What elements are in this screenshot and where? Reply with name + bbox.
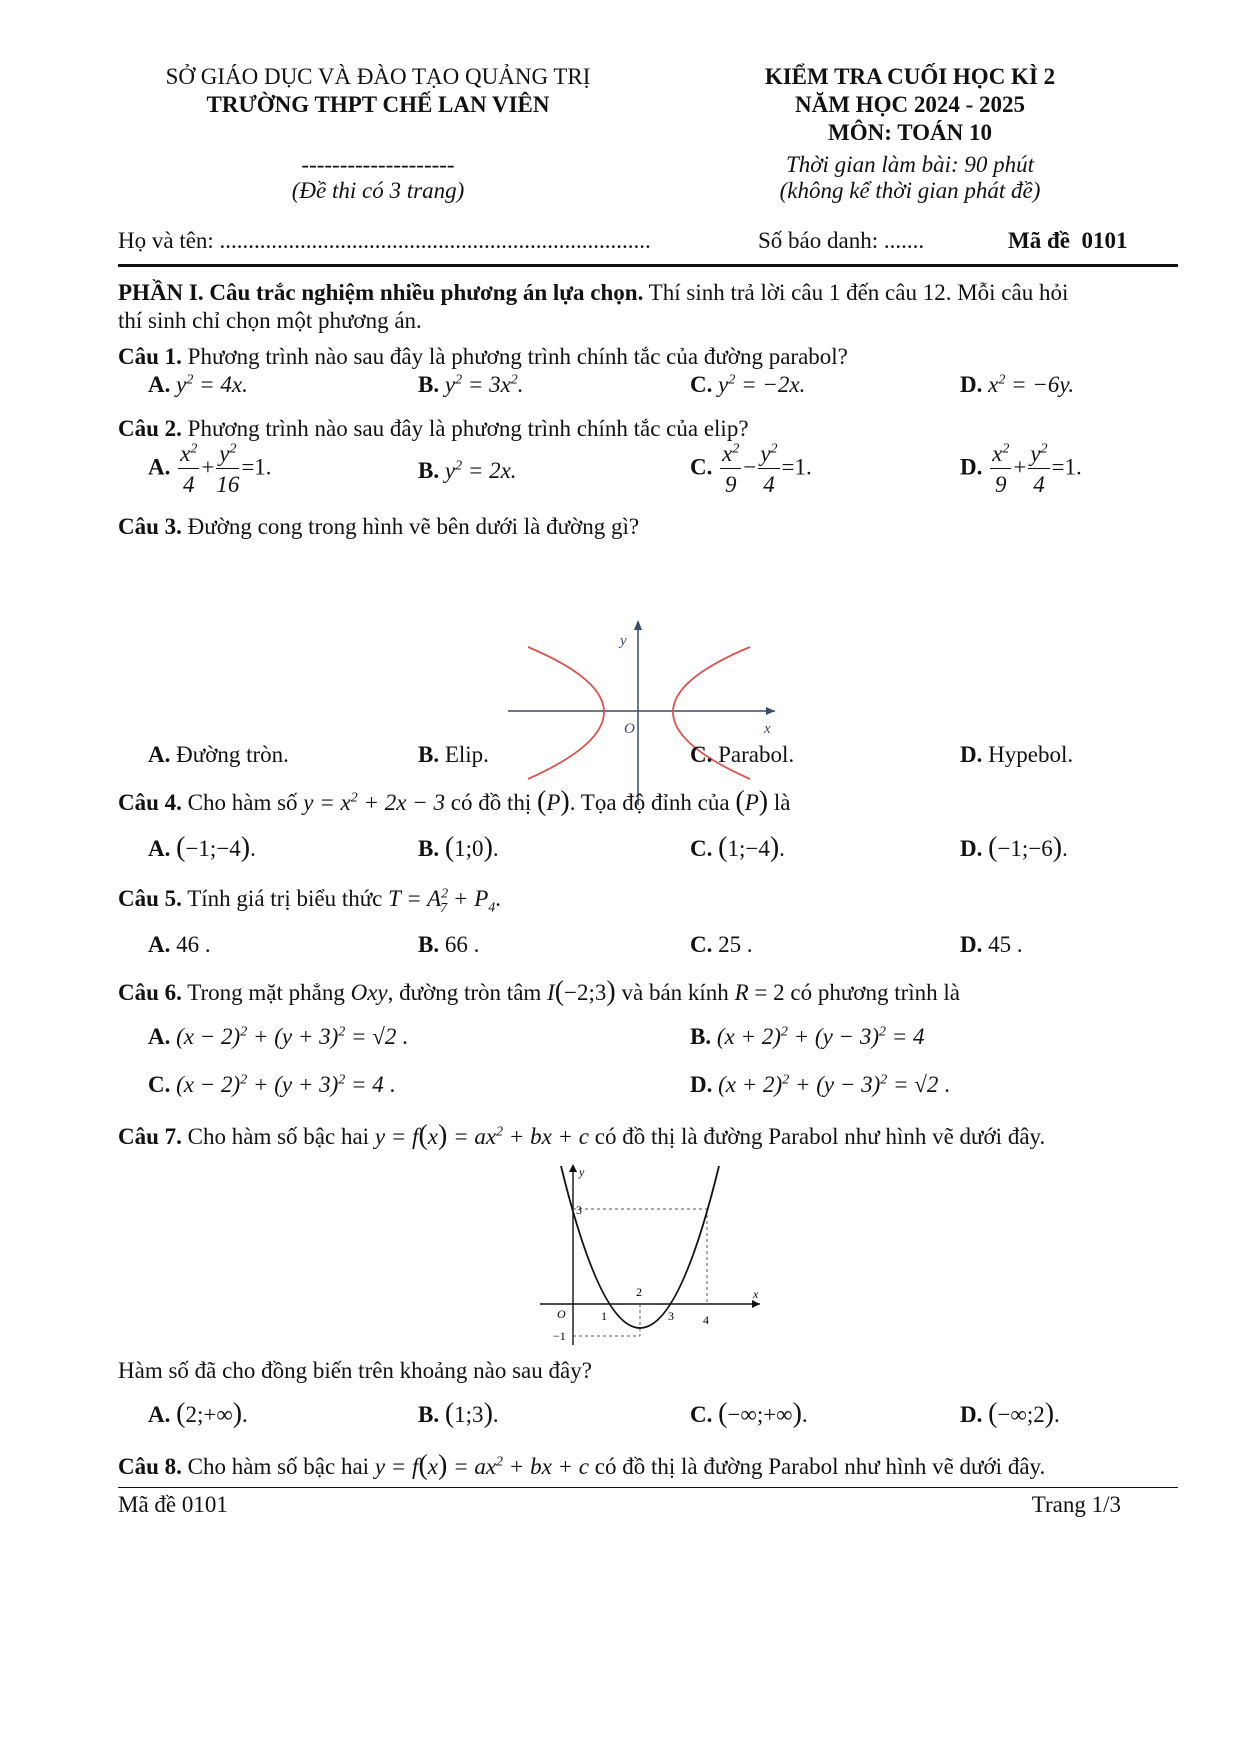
school-name: TRƯỜNG THPT CHẾ LAN VIÊN xyxy=(206,92,550,117)
q4-option-d[interactable]: D. (−1;−6). xyxy=(960,832,1068,863)
q7-followup: Hàm số đã cho đồng biến trên khoảng nào sau đây? xyxy=(118,1358,592,1383)
q4-option-b[interactable]: B. (1;0). xyxy=(418,832,499,863)
part1-title: PHẦN I. Câu trắc nghiệm nhiều phương án lựa chọn. xyxy=(118,280,644,305)
graph-origin-label: O xyxy=(557,1307,566,1321)
footer-page-number: Trang 1/3 xyxy=(1031,1492,1121,1517)
q6-stem: Câu 6. Trong mặt phẳng Oxy, đường tròn tâm I(−2;3) và bán kính R = 2 có phương trình là xyxy=(118,976,960,1007)
q1-option-d[interactable]: D. $x^2 = -6y$. xyxy=(960,372,1075,397)
footer-exam-code: Mã đề 0101 xyxy=(118,1492,228,1517)
q6-option-b[interactable]: B. $(x + 2)^2 + (y - 3)^2 = 4$ xyxy=(690,1024,925,1049)
q3-option-c[interactable]: C. Parabol. xyxy=(690,742,795,767)
graph-origin-label: O xyxy=(624,721,635,737)
graph-y-label: y xyxy=(579,1165,585,1179)
q2-option-a[interactable]: A. $\frac{x^2}{4}$ + $\frac{y^2}{16}$ =1. xyxy=(148,441,272,497)
part1-heading xyxy=(118,280,1068,306)
q1-stem xyxy=(118,344,848,370)
q3-stem xyxy=(118,514,639,540)
q6-option-c[interactable]: C. $(x - 2)^2 + (y + 3)^2 = 4$ . xyxy=(148,1072,396,1097)
q1-option-c[interactable]: C. $y^2 = -2x$. xyxy=(690,372,806,397)
hyperbola-graph xyxy=(500,615,780,815)
q6-option-d[interactable]: D. $(x + 2)^2 + (y - 3)^2 = √2$ . xyxy=(690,1072,950,1097)
hyperbola-left-branch xyxy=(528,647,604,779)
x-axis-arrow xyxy=(752,1300,760,1308)
q7-option-d[interactable]: D. (−∞;2). xyxy=(960,1398,1060,1429)
subject: MÔN: TOÁN 10 xyxy=(828,120,992,145)
q5-option-b[interactable]: B. 66 . xyxy=(418,932,480,957)
tick-y-m1: −1 xyxy=(553,1329,566,1343)
y-axis-arrow xyxy=(569,1164,577,1172)
q1-option-a[interactable]: A. $y^2 = 4x$. xyxy=(148,372,248,397)
q2-option-d[interactable]: D. $\frac{x^2}{9}$ + $\frac{y^2}{4}$ =1. xyxy=(960,441,1082,497)
time-limit: Thời gian làm bài: 90 phút xyxy=(785,152,1035,177)
exam-title: KIỂM TRA CUỐI HỌC KÌ 2 xyxy=(764,64,1056,89)
y-axis-arrow xyxy=(634,620,642,630)
dept-name: SỞ GIÁO DỤC VÀ ĐÀO TẠO QUẢNG TRỊ xyxy=(165,64,591,89)
footer-divider xyxy=(118,1487,1178,1488)
pages-note: (Đề thi có 3 trang) xyxy=(291,178,465,203)
q7-option-c[interactable]: C. (−∞;+∞). xyxy=(690,1398,808,1429)
part1-desc2: thí sinh chỉ chọn một phương án. xyxy=(118,308,422,333)
part1-desc: Thí sinh trả lời câu 1 đến câu 12. Mỗi câu hỏi xyxy=(643,280,1069,305)
q4-option-c[interactable]: C. (1;−4). xyxy=(690,832,785,863)
q5-option-a[interactable]: A. 46 . xyxy=(148,932,211,957)
id-field[interactable]: Số báo danh: ....... xyxy=(758,228,925,253)
q8-stem: Câu 8. Cho hàm số bậc hai $y = f(x) = ax^2$ + bx + c có đồ thị là đường Parabol như hình vẽ dưới đây. xyxy=(118,1450,1046,1481)
exam-code xyxy=(1008,228,1127,254)
graph-y-label: y xyxy=(620,633,627,649)
graph-x-label: x xyxy=(753,1287,759,1301)
q3-label: Câu 3. xyxy=(118,514,182,539)
q7-stem: Câu 7. Cho hàm số bậc hai $y = f(x) = ax^2$ + bx + c có đồ thị là đường Parabol như hình vẽ dưới đây. xyxy=(118,1120,1046,1151)
q4-stem: Câu 4. Cho hàm số $y = x^2 + 2x - 3$ có đồ thị (P). Tọa độ đỉnh của (P) là xyxy=(118,786,791,817)
q1-label: Câu 1. xyxy=(118,344,182,369)
school-year: NĂM HỌC 2024 - 2025 xyxy=(795,92,1025,117)
q2-option-c[interactable]: C. $\frac{x^2}{9}$ − $\frac{y^2}{4}$ =1. xyxy=(690,441,812,497)
q7-option-a[interactable]: A. (2;+∞). xyxy=(148,1398,248,1429)
q3-option-b[interactable]: B. Elip. xyxy=(418,742,489,767)
tick-x-3: 3 xyxy=(668,1309,674,1323)
q5-option-d[interactable]: D. 45 . xyxy=(960,932,1023,957)
exam-code-value: 0101 xyxy=(1081,228,1128,253)
q3-option-a[interactable]: A. Đường tròn. xyxy=(148,742,289,767)
q5-option-c[interactable]: C. 25 . xyxy=(690,932,753,957)
q2-option-b[interactable]: B. $y^2 = 2x$. xyxy=(418,458,517,483)
q3-text: Đường cong trong hình vẽ bên dưới là đường gì? xyxy=(181,514,640,539)
q7-option-b[interactable]: B. (1;3). xyxy=(418,1398,499,1429)
tick-x-4: 4 xyxy=(703,1313,709,1327)
q3-option-d[interactable]: D. Hypebol. xyxy=(960,742,1074,767)
graph-x-label: x xyxy=(764,721,771,737)
q2-label: Câu 2. xyxy=(118,416,182,441)
x-axis-arrow xyxy=(766,707,775,715)
tick-x-2: 2 xyxy=(636,1285,642,1299)
exam-code-label: Mã đề xyxy=(1008,228,1070,253)
q1-option-b[interactable]: B. $y^2 = 3x^2$. xyxy=(418,372,524,397)
q5-stem: Câu 5. Tính giá trị biểu thức $T = A^2_7 + P_4$. xyxy=(118,886,501,916)
tick-x-1: 1 xyxy=(601,1309,607,1323)
header-dashes: -------------------- xyxy=(301,152,455,177)
tick-y-3: 3 xyxy=(576,1203,582,1217)
header-divider xyxy=(118,264,1178,267)
q2-stem xyxy=(118,416,749,442)
q2-text: Phương trình nào sau đây là phương trình chính tắc của elip? xyxy=(181,416,749,441)
q4-option-a[interactable]: A. (−1;−4). xyxy=(148,832,256,863)
name-field[interactable]: Họ và tên: ........................................................................... xyxy=(118,228,651,253)
time-note: (không kể thời gian phát đề) xyxy=(779,178,1041,203)
q6-option-a[interactable]: A. $(x - 2)^2 + (y + 3)^2 = √2$ . xyxy=(148,1024,408,1049)
q1-text: Phương trình nào sau đây là phương trình chính tắc của đường parabol? xyxy=(181,344,848,369)
parabola-graph xyxy=(535,1160,765,1355)
